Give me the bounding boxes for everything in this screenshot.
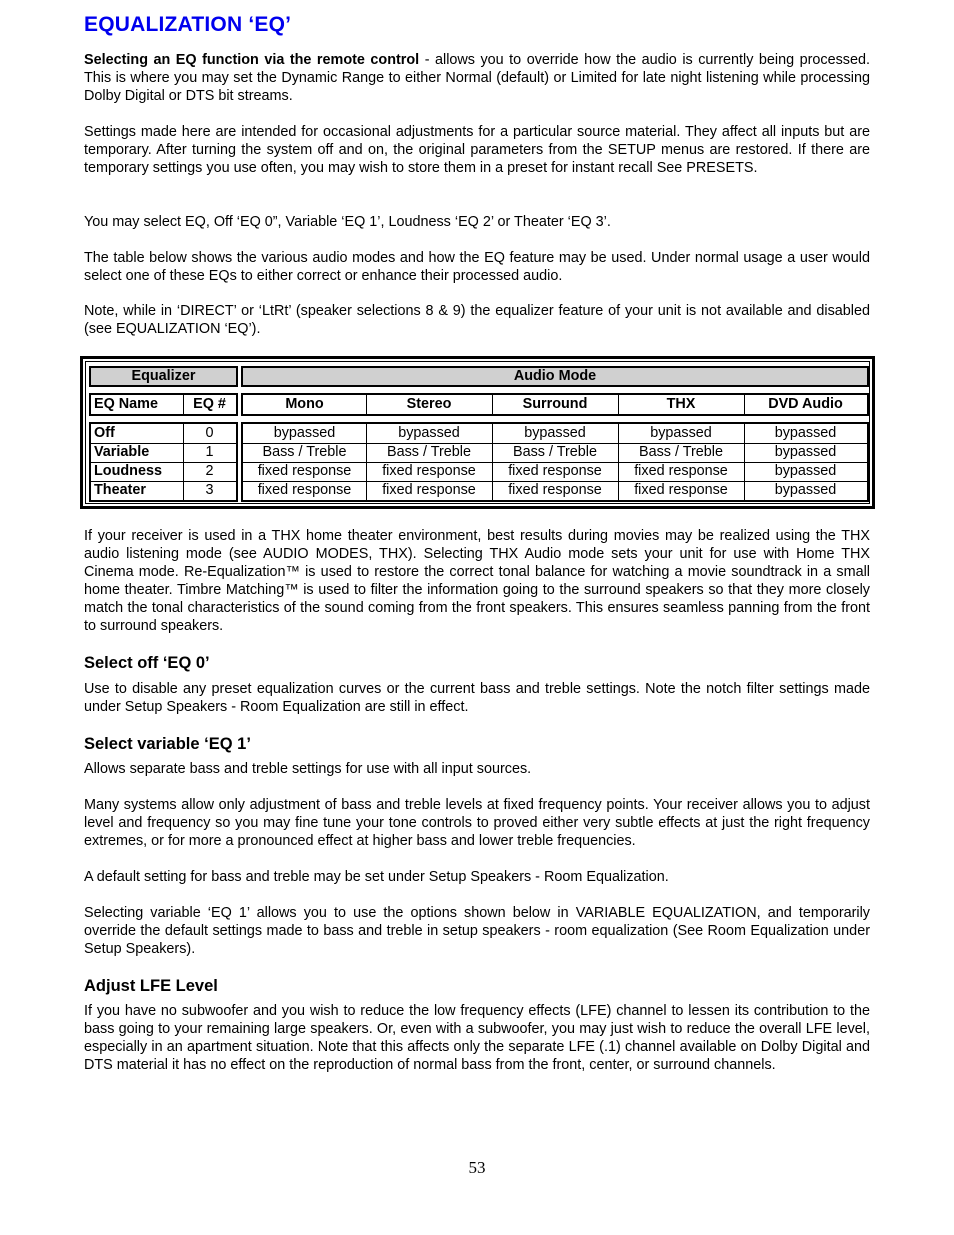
row-1-stereo: Bass / Treble — [387, 444, 471, 460]
row-1-eq-name: Variable — [94, 444, 150, 460]
row-3-dvd-audio: bypassed — [774, 482, 837, 498]
eq1-intro-paragraph: Allows separate bass and treble settings for use with all input sources. — [84, 761, 532, 777]
col-eq-name: EQ Name — [94, 396, 158, 412]
col-surround: Surround — [522, 396, 588, 412]
row-1-surround: Bass / Treble — [513, 444, 597, 460]
row-2-dvd-audio: bypassed — [774, 463, 837, 479]
row-3-thx: fixed response — [634, 482, 728, 498]
equalizer-group-header: Equalizer — [89, 366, 238, 387]
row-0-stereo: bypassed — [398, 425, 460, 441]
eq-body-box — [89, 422, 238, 502]
direct-note-paragraph: Note, while in ‘DIRECT’ or ‘LtRt’ (speaker selections 8 & 9) the equalizer feature of your unit is not available and disabled (see EQUALIZATION ‘EQ’). — [84, 303, 870, 337]
col-mono: Mono — [285, 396, 324, 412]
col-stereo: Stereo — [406, 396, 452, 412]
row-0-mono: bypassed — [273, 425, 336, 441]
row-0-eq-number: 0 — [205, 425, 214, 441]
eq-table — [80, 356, 875, 509]
row-1-eq-number: 1 — [205, 444, 214, 460]
intro-bold-lead: Selecting an EQ function via the remote control — [84, 52, 420, 68]
heading-eq0: Select off ‘EQ 0’ — [84, 654, 210, 672]
eq1-adjust-paragraph: Many systems allow only adjustment of bass and treble levels at fixed frequency points. Your receiver allows you to adjust level and frequency so you may fine tune your tone controls to proved either very subtle effects at just the right frequency extremes, or for more a pronounced effect at higher bass and lower treble frequencies. — [84, 797, 870, 849]
col-dvd-audio: DVD Audio — [768, 396, 843, 412]
mode-header-box — [241, 393, 869, 416]
eq1-default-paragraph: A default setting for bass and treble may be set under Setup Speakers - Room Equalization. — [84, 869, 669, 885]
page-title: EQUALIZATION ‘EQ’ — [84, 13, 292, 36]
row-3-eq-name: Theater — [94, 482, 146, 498]
lfe-paragraph: If you have no subwoofer and you wish to reduce the low frequency effects (LFE) channel to lessen its contribution to the bass going to your remaining large speakers. Or, even with a subwoofer, you may just wish to reduce the overall LFE level, especially in an apartment situation. Note that this affects only the separate LFE (.1) channel available on Dolby Digital and DTS material it has no effect on the reproduction of normal bass from the front, center, or surround channels. — [84, 1003, 870, 1073]
page-number: 53 — [468, 1158, 486, 1177]
row-3-surround: fixed response — [508, 482, 602, 498]
row-2-thx: fixed response — [634, 463, 728, 479]
eq-table-inner — [85, 361, 870, 504]
col-eq-number: EQ # — [193, 396, 226, 412]
row-3-mono: fixed response — [257, 482, 352, 498]
eq-header-box — [89, 393, 238, 416]
row-2-eq-number: 2 — [205, 463, 214, 479]
row-2-stereo: fixed response — [382, 463, 476, 479]
heading-lfe: Adjust LFE Level — [84, 977, 218, 995]
row-0-eq-name: Off — [94, 425, 115, 441]
row-3-eq-number: 3 — [205, 482, 214, 498]
row-3-stereo: fixed response — [382, 482, 476, 498]
row-0-thx: bypassed — [650, 425, 712, 441]
row-0-dvd-audio: bypassed — [774, 425, 837, 441]
row-2-eq-name: Loudness — [94, 463, 162, 479]
thx-paragraph: If your receiver is used in a THX home theater environment, best results during movies may be realized using the THX audio listening mode (see AUDIO MODES, THX). Selecting THX Audio mode sets your unit for use with Home THX Cinema mode. Re-Equalization™ is used to restore the correct tonal balance for watching a movie soundtrack in a small home theater. Timbre Matching™ is used to filter the information going to the surround speakers so that they more closely match the tonal characteristics of the sound coming from the front speakers. This ensures seamless panning from the front to surround speakers. — [84, 528, 870, 634]
intro-paragraph — [84, 51, 870, 105]
heading-eq1: Select variable ‘EQ 1’ — [84, 735, 251, 753]
settings-paragraph: Settings made here are intended for occasional adjustments for a particular source material. They affect all inputs but are temporary. After turning the system off and on, the original parameters from the SETUP menus are restored. If there are temporary settings you use often, you may wish to store them in a preset for instant recall See PRESETS. — [84, 124, 870, 176]
row-1-dvd-audio: bypassed — [774, 444, 837, 460]
intro-text: - allows you to override how the audio is currently being processed. This is where you may set the Dynamic Range to either Normal (default) or Limited for late night listening while processing Dolby Digital or DTS bit streams. — [84, 52, 871, 104]
eq-options-paragraph: You may select EQ, Off ‘EQ 0”, Variable ‘EQ 1’, Loudness ‘EQ 2’ or Theater ‘EQ 3’. — [84, 214, 611, 230]
row-0-surround: bypassed — [524, 425, 586, 441]
row-2-mono: fixed response — [257, 463, 352, 479]
table-intro-paragraph: The table below shows the various audio modes and how the EQ feature may be used. Under normal usage a user would select one of these EQs to either correct or enhance their processed audio. — [84, 250, 870, 284]
audio-mode-group-header: Audio Mode — [241, 366, 869, 387]
row-1-thx: Bass / Treble — [639, 444, 723, 460]
row-1-mono: Bass / Treble — [262, 444, 347, 460]
eq1-override-paragraph: Selecting variable ‘EQ 1’ allows you to use the options shown below in VARIABLE EQUALIZATION, and temporarily override the default settings made to bass and treble in setup speakers - room equalization (See Room Equalization under Setup Speakers). — [84, 905, 870, 957]
eq0-paragraph: Use to disable any preset equalization curves or the current bass and treble settings. Note the notch filter settings made under Setup Speakers - Room Equalization are still in effect. — [84, 681, 870, 715]
col-thx: THX — [666, 396, 696, 412]
mode-body-box — [241, 422, 869, 502]
row-2-surround: fixed response — [508, 463, 602, 479]
